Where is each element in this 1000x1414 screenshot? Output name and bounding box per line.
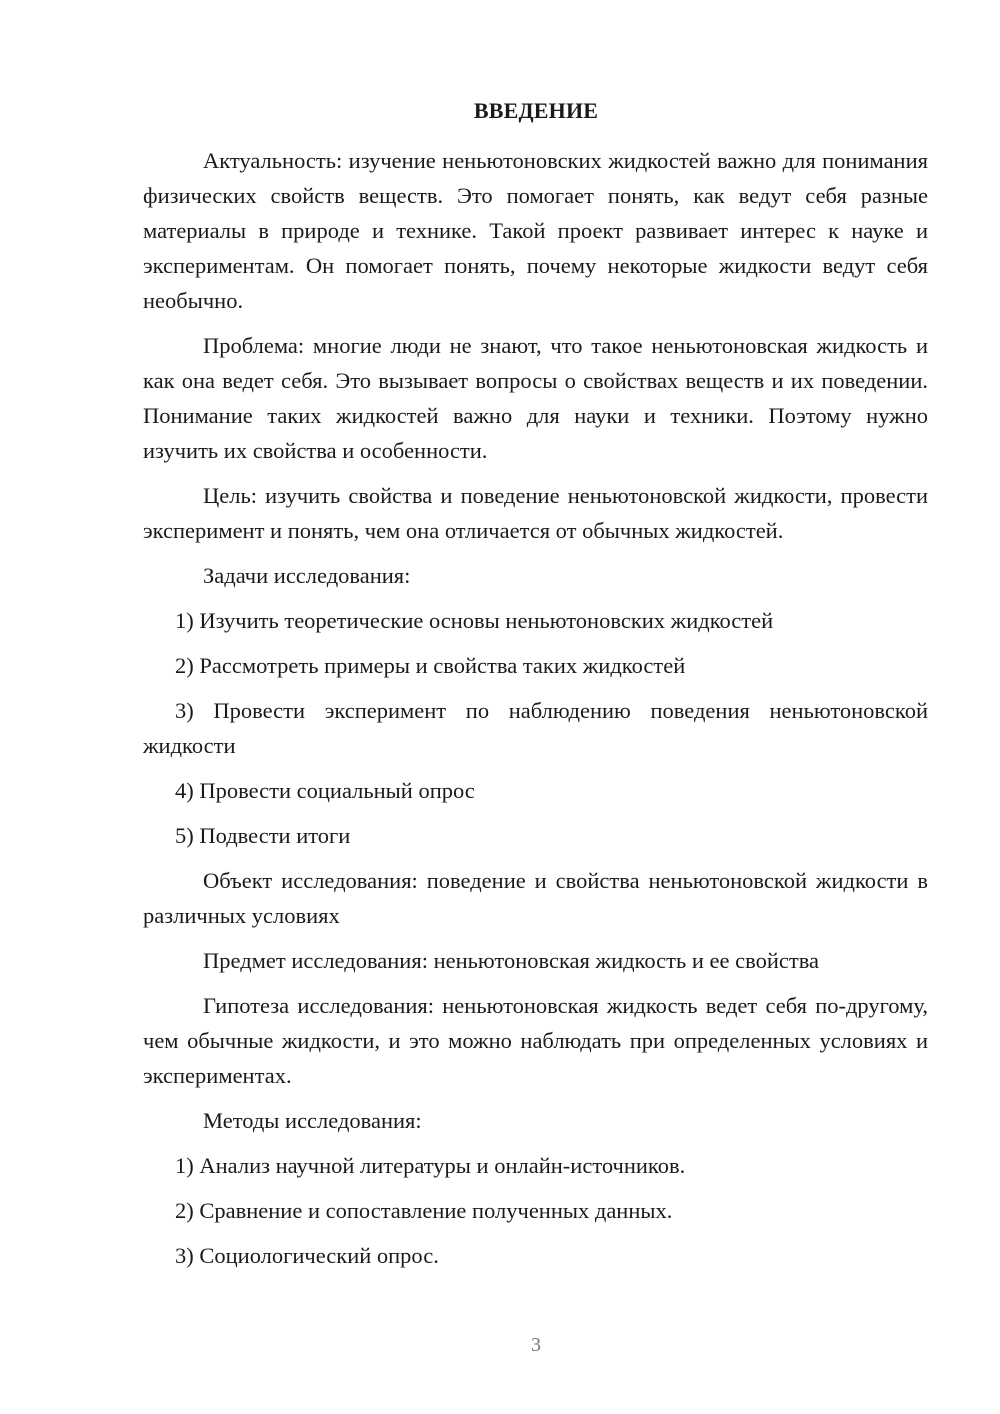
method-item-2: 2) Сравнение и сопоставление полученных данных. (175, 1198, 673, 1223)
methods-title: Методы исследования: (203, 1108, 422, 1133)
page-body (143, 143, 928, 1283)
method-item-3: 3) Социологический опрос. (175, 1243, 439, 1268)
paragraph-relevance: Актуальность: изучение неньютоновских жидкостей важно для понимания физических свойств веществ. Это помогает понять, как ведут себя разные материалы в природе и технике. Такой проект развивает интерес к науке и экспериментам. Он помогает понять, почему некоторые жидкости ведут себя необычно. (143, 148, 928, 313)
task-item-2: 2) Рассмотреть примеры и свойства таких жидкостей (175, 653, 686, 678)
page-number: 3 (531, 1334, 541, 1356)
task-item-4: 4) Провести социальный опрос (175, 778, 475, 803)
paragraph-goal: Цель: изучить свойства и поведение неньютоновской жидкости, провести эксперимент и понять, чем она отличается от обычных жидкостей. (143, 483, 928, 543)
tasks-title: Задачи исследования: (203, 563, 411, 588)
method-item-1: 1) Анализ научной литературы и онлайн-источников. (175, 1153, 686, 1178)
paragraph-subject: Предмет исследования: неньютоновская жидкость и ее свойства (203, 948, 820, 973)
task-item-3: 3) Провести эксперимент по наблюдению поведения неньютоновской жидкости (143, 698, 928, 758)
task-item-1: 1) Изучить теоретические основы неньютоновских жидкостей (175, 608, 774, 633)
paragraph-problem: Проблема: многие люди не знают, что такое неньютоновская жидкость и как она ведет себя. Это вызывает вопросы о свойствах веществ и их поведении. Понимание таких жидкостей важно для науки и техники. Поэтому нужно изучить их свойства и особенности. (143, 333, 928, 463)
task-item-5: 5) Подвести итоги (175, 823, 351, 848)
page-title: ВВЕДЕНИЕ (473, 98, 599, 123)
paragraph-object: Объект исследования: поведение и свойства неньютоновской жидкости в различных условиях (143, 868, 928, 928)
paragraph-hypothesis: Гипотеза исследования: неньютоновская жидкость ведет себя по-другому, чем обычные жидкости, и это можно наблюдать при определенных условиях и экспериментах. (143, 993, 928, 1088)
